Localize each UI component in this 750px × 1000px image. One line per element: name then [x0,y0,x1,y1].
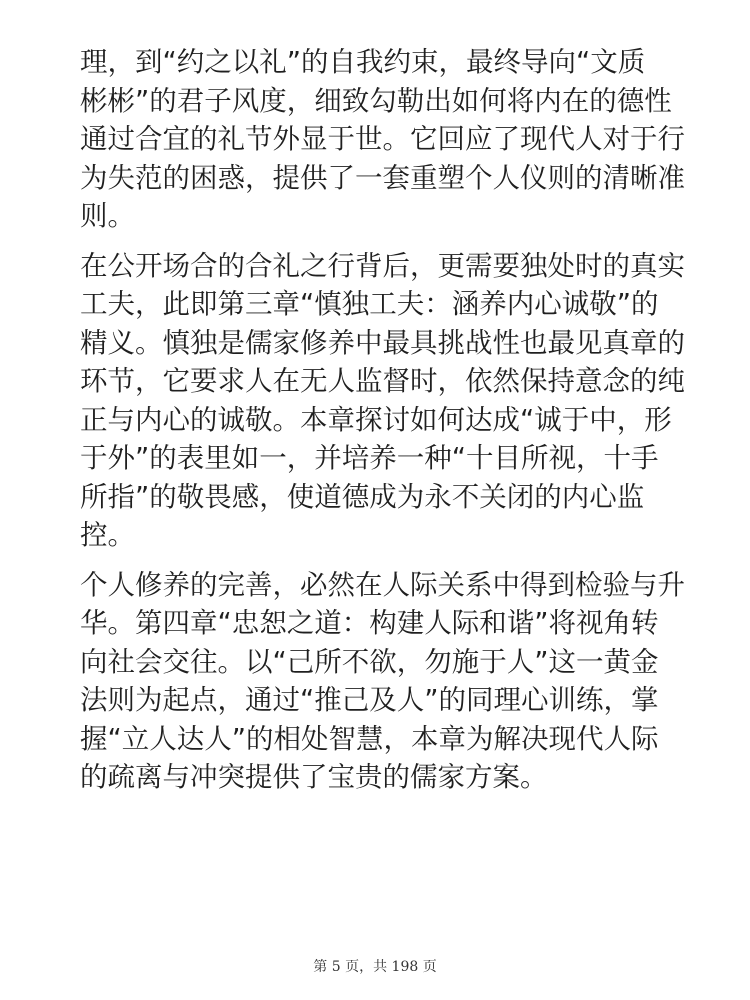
text-line: 控。 [80,519,135,551]
paragraph [80,43,685,236]
text-line: 个人修养的完善，必然在人际关系中得到检验与升 [80,568,685,601]
text-line: 法则为起点，通过“推己及人”的同理心训练，掌 [80,684,659,716]
text-line: 通过合宜的礼节外显于世。它回应了现代人对于行 [80,123,685,155]
paragraph [80,566,685,797]
text-line: 握“立人达人”的相处智慧，本章为解决现代人际 [80,722,659,755]
text-line: 环节，它要求人在无人监督时，依然保持意念的纯 [80,365,685,397]
text-line: 向社会交往。以“己所不欲，勿施于人”这一黄金 [80,645,659,678]
text-line: 理，到“约之以礼”的自我约束，最终导向“文质 [80,46,646,78]
text-line: 的疏离与冲突提供了宝贵的儒家方案。 [80,761,548,793]
text-line: 于外”的表里如一，并培养一种“十目所视，十手 [80,442,659,474]
text-line: 精义。慎独是儒家修养中最具挑战性也最见真章的 [80,326,685,359]
text-line: 工夫，此即第三章“慎独工夫：涵养内心诚敬”的 [80,288,659,320]
text-line: 华。第四章“忠恕之道：构建人际和谐”将视角转 [80,607,659,639]
page-number: 第 5 页，共 198 页 [313,959,437,975]
text-line: 正与内心的诚敬。本章探讨如何达成“诚于中，形 [80,403,672,436]
paragraph [80,247,685,555]
text-line: 为失范的困惑，提供了一套重塑个人仪则的清晰准 [80,161,685,194]
text-line: 在公开场合的合礼之行背后，更需要独处时的真实 [80,249,685,282]
text-line: 所指”的敬畏感，使道德成为永不关闭的内心监 [80,480,645,513]
text-line: 则。 [80,200,135,232]
body-text [80,43,685,797]
text-line: 彬彬”的君子风度，细致勾勒出如何将内在的德性 [80,84,672,117]
